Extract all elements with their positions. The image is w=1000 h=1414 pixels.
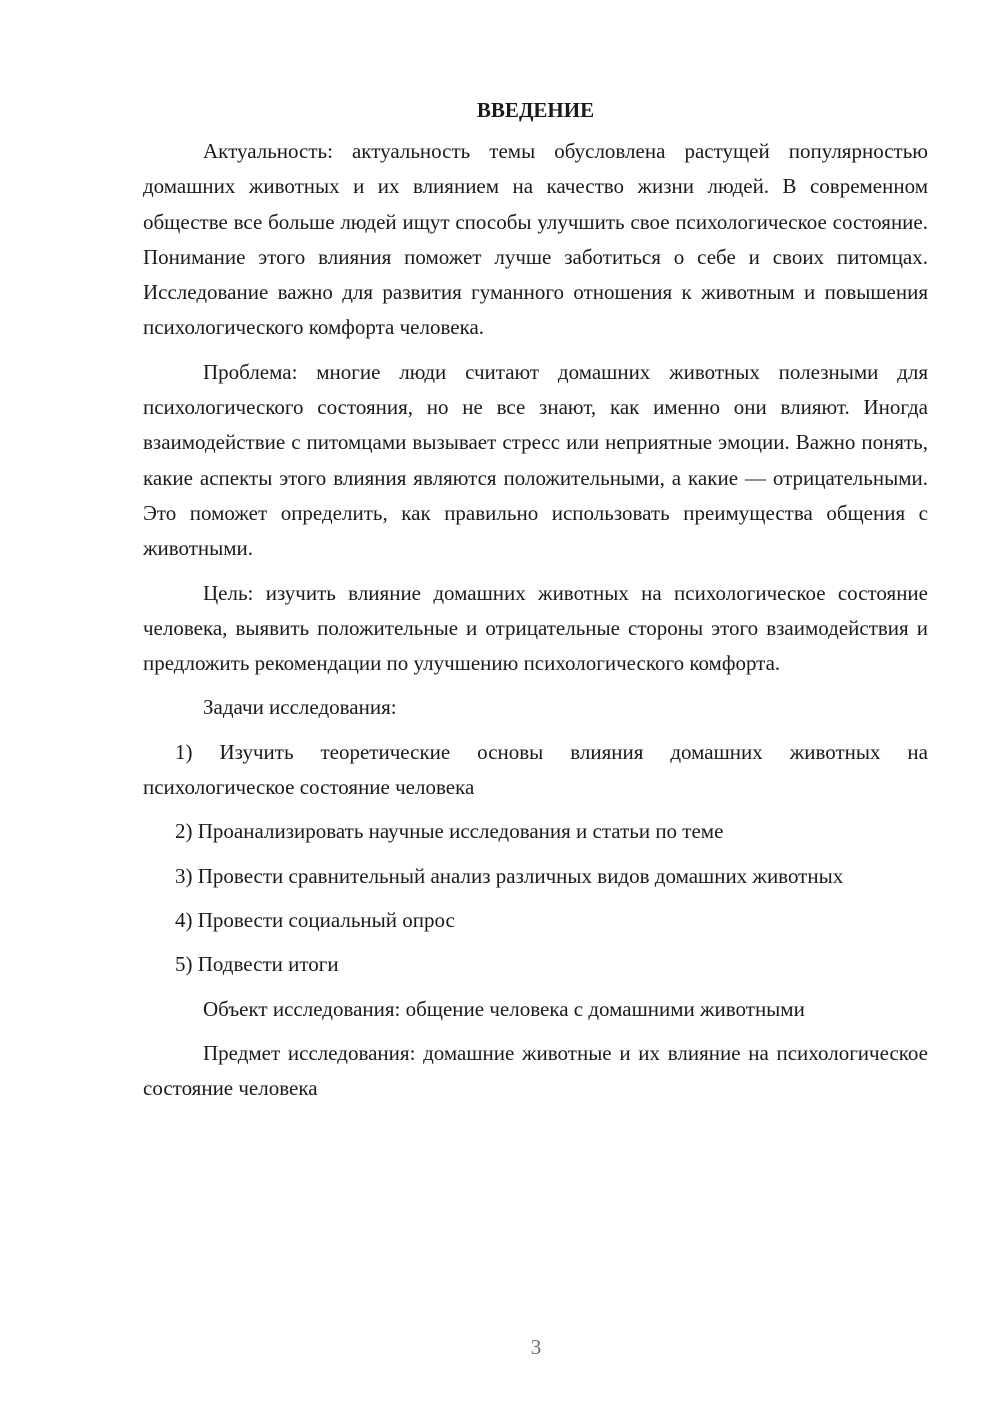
section-heading: ВВЕДЕНИЕ: [476, 98, 595, 122]
tasks-heading: Задачи исследования:: [203, 695, 397, 720]
task-item-2: 2) Проанализировать научные исследования и статьи по теме: [175, 819, 724, 844]
problem-paragraph: Проблема: многие люди считают домашних животных полезными для психологического состояния, но не все знают, как именно они влияют. Иногда взаимодействие с питомцами вызывает стресс или неприятные эмоции. Важно понять, какие аспекты этого влияния являются положительными, а какие — отрицательными. Это поможет определить, как правильно использовать преимущества общения с животными.: [143, 359, 928, 561]
task-item-4: 4) Провести социальный опрос: [175, 907, 455, 932]
object-paragraph: Объект исследования: общение человека с домашними животными: [203, 996, 805, 1021]
page-number: 3: [530, 1335, 542, 1359]
task-item-1: 1) Изучить теоретические основы влияния домашних животных на психологическое состояние человека: [143, 739, 928, 800]
subject-paragraph: Предмет исследования: домашние животные и их влияние на психологическое состояние человека: [143, 1040, 928, 1101]
task-item-5: 5) Подвести итоги: [175, 952, 339, 977]
relevance-paragraph: Актуальность: актуальность темы обусловлена растущей популярностью домашних животных и их влиянием на качество жизни людей. В современном обществе все больше людей ищут способы улучшить свое психологическое состояние. Понимание этого влияния поможет лучше заботиться о себе и своих питомцах. Исследование важно для развития гуманного отношения к животным и повышения психологического комфорта человека.: [143, 139, 928, 340]
goal-paragraph: Цель: изучить влияние домашних животных на психологическое состояние человека, выявить положительные и отрицательные стороны этого взаимодействия и предложить рекомендации по улучшению психологического комфорта.: [143, 580, 928, 676]
task-item-3: 3) Провести сравнительный анализ различных видов домашних животных: [175, 863, 844, 888]
page-content: [143, 92, 928, 1106]
